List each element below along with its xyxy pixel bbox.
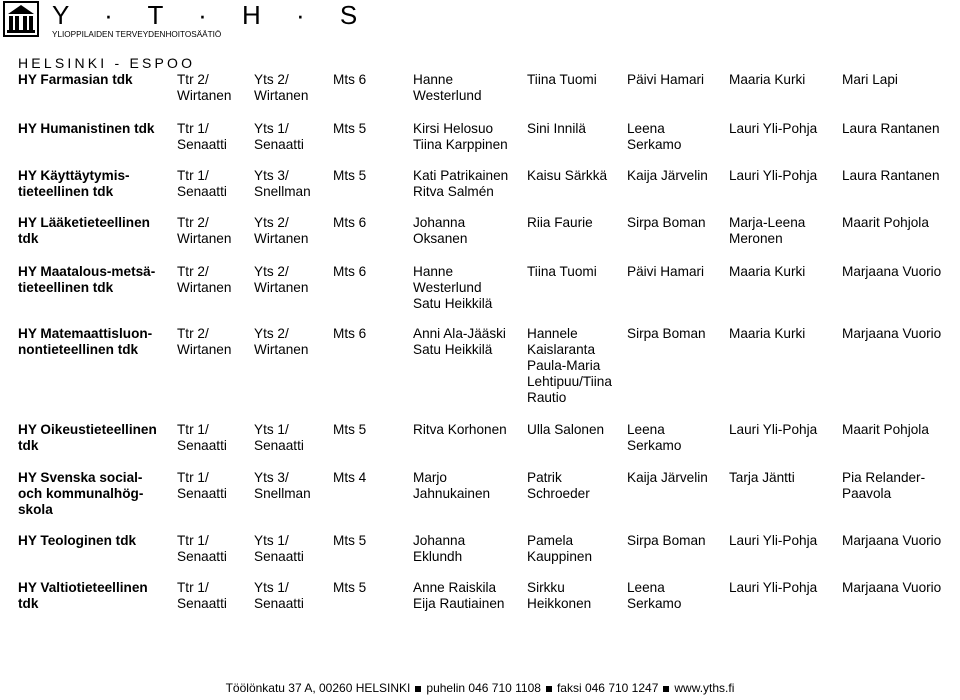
contact-cell: Leena Serkamo bbox=[627, 422, 682, 453]
yts-cell: Yts 1/ Senaatti bbox=[254, 121, 304, 152]
faculty-name: HY Matemaattisluon- nontieteellinen tdk bbox=[18, 326, 153, 357]
contact-cell: Tiina Tuomi bbox=[527, 264, 597, 279]
contact-cell: Päivi Hamari bbox=[627, 264, 705, 279]
contact-cell: Sirkku Heikkonen bbox=[527, 580, 592, 611]
yts-cell: Yts 1/ Senaatti bbox=[254, 422, 304, 453]
ttr-cell: Ttr 2/ Wirtanen bbox=[177, 264, 232, 295]
contact-cell: Laura Rantanen bbox=[842, 168, 940, 183]
contact-cell: Marjaana Vuorio bbox=[842, 264, 942, 279]
yts-cell: Yts 2/ Wirtanen bbox=[254, 215, 309, 246]
contact-cell: Laura Rantanen bbox=[842, 121, 940, 136]
contact-cell: Mari Lapi bbox=[842, 72, 898, 87]
contact-cell: Sini Innilä bbox=[527, 121, 586, 136]
faculty-name: HY Valtiotieteellinen tdk bbox=[18, 580, 148, 611]
contact-cell: Tiina Tuomi bbox=[527, 72, 597, 87]
yts-cell: Yts 3/ Snellman bbox=[254, 168, 311, 199]
contact-cell: Maarit Pohjola bbox=[842, 215, 929, 230]
contact-cell: Leena Serkamo bbox=[627, 121, 682, 152]
yths-logo-graphic bbox=[0, 0, 372, 40]
contact-cell: Tarja Jäntti bbox=[729, 470, 795, 485]
ttr-cell: Ttr 1/ Senaatti bbox=[177, 533, 227, 564]
mts-cell: Mts 6 bbox=[333, 326, 367, 341]
contact-cell: Maaria Kurki bbox=[729, 72, 806, 87]
nurse-cell: Anne Raiskila Eija Rautiainen bbox=[413, 580, 505, 611]
nurse-cell: Hanne Westerlund bbox=[413, 72, 482, 103]
mts-cell: Mts 5 bbox=[333, 422, 367, 437]
ttr-cell: Ttr 1/ Senaatti bbox=[177, 470, 227, 501]
contact-cell: Marjaana Vuorio bbox=[842, 533, 942, 548]
nurse-cell: Kirsi Helosuo Tiina Karppinen bbox=[413, 121, 508, 152]
yts-cell: Yts 2/ Wirtanen bbox=[254, 72, 309, 103]
nurse-cell: Anni Ala-Jääski Satu Heikkilä bbox=[413, 326, 506, 357]
yts-cell: Yts 1/ Senaatti bbox=[254, 533, 304, 564]
faculty-name: HY Lääketieteellinen tdk bbox=[18, 215, 150, 246]
ttr-cell: Ttr 2/ Wirtanen bbox=[177, 72, 232, 103]
ttr-cell: Ttr 2/ Wirtanen bbox=[177, 326, 232, 357]
footer-phone: puhelin 046 710 1108 bbox=[426, 681, 541, 695]
footer-fax: faksi 046 710 1247 bbox=[556, 681, 659, 695]
contact-cell: Lauri Yli-Pohja bbox=[729, 121, 818, 136]
ttr-cell: Ttr 1/ Senaatti bbox=[177, 580, 227, 611]
contact-cell: Kaija Järvelin bbox=[627, 470, 708, 485]
mts-cell: Mts 6 bbox=[333, 264, 367, 279]
contact-cell: Patrik Schroeder bbox=[527, 470, 590, 501]
mts-cell: Mts 5 bbox=[333, 533, 367, 548]
contact-cell: Leena Serkamo bbox=[627, 580, 682, 611]
svg-text:Y · T · H · S: Y · T · H · S bbox=[52, 0, 372, 30]
contact-cell: Lauri Yli-Pohja bbox=[729, 168, 818, 183]
ttr-cell: Ttr 1/ Senaatti bbox=[177, 422, 227, 453]
mts-cell: Mts 5 bbox=[333, 121, 367, 136]
nurse-cell: Marjo Jahnukainen bbox=[413, 470, 491, 501]
contact-cell: Ulla Salonen bbox=[527, 422, 605, 437]
contact-cell: Maarit Pohjola bbox=[842, 422, 929, 437]
contact-cell: Maaria Kurki bbox=[729, 264, 806, 279]
contact-cell: Pamela Kauppinen bbox=[527, 533, 593, 564]
contact-cell: Sirpa Boman bbox=[627, 215, 706, 230]
faculty-name: HY Käyttäytymis- tieteellinen tdk bbox=[18, 168, 130, 199]
nurse-cell: Kati Patrikainen Ritva Salmén bbox=[413, 168, 509, 199]
svg-text:YLIOPPILAIDEN TERVEYDENHOITOSÄ: YLIOPPILAIDEN TERVEYDENHOITOSÄÄTIÖ bbox=[52, 30, 222, 39]
nurse-cell: Ritva Korhonen bbox=[413, 422, 507, 437]
yths-logo bbox=[0, 0, 372, 40]
mts-cell: Mts 5 bbox=[333, 580, 367, 595]
bullet-icon bbox=[415, 686, 421, 692]
contact-cell: Pia Relander- Paavola bbox=[842, 470, 926, 501]
contact-cell: Riia Faurie bbox=[527, 215, 593, 230]
contact-cell: Lauri Yli-Pohja bbox=[729, 580, 818, 595]
mts-cell: Mts 6 bbox=[333, 215, 367, 230]
faculty-name: HY Svenska social- och kommunalhög- skola bbox=[18, 470, 144, 517]
contact-cell: Lauri Yli-Pohja bbox=[729, 533, 818, 548]
nurse-cell: Johanna Eklundh bbox=[413, 533, 466, 564]
footer bbox=[0, 681, 960, 695]
contact-cell: Päivi Hamari bbox=[627, 72, 705, 87]
footer-web[interactable]: www.yths.fi bbox=[674, 681, 735, 695]
nurse-cell: Hanne Westerlund Satu Heikkilä bbox=[413, 264, 493, 311]
faculty-name: HY Maatalous-metsä- tieteellinen tdk bbox=[18, 264, 156, 295]
contact-cell: Sirpa Boman bbox=[627, 326, 706, 341]
contact-cell: Kaisu Särkkä bbox=[527, 168, 608, 183]
yts-cell: Yts 2/ Wirtanen bbox=[254, 264, 309, 295]
contact-cell: Kaija Järvelin bbox=[627, 168, 708, 183]
contact-cell: Marja-Leena Meronen bbox=[729, 215, 806, 246]
footer-address: Töölönkatu 37 A, 00260 HELSINKI bbox=[225, 681, 411, 695]
mts-cell: Mts 6 bbox=[333, 72, 367, 87]
contact-cell: Marjaana Vuorio bbox=[842, 580, 942, 595]
ttr-cell: Ttr 2/ Wirtanen bbox=[177, 215, 232, 246]
yts-cell: Yts 1/ Senaatti bbox=[254, 580, 304, 611]
contact-cell: Lauri Yli-Pohja bbox=[729, 422, 818, 437]
contact-cell: Maaria Kurki bbox=[729, 326, 806, 341]
contact-cell: Hannele Kaislaranta Paula-Maria Lehtipuu/Tiina Rautio bbox=[527, 326, 612, 405]
city-heading: HELSINKI - ESPOO bbox=[18, 55, 196, 71]
faculty-name: HY Oikeustieteellinen tdk bbox=[18, 422, 157, 453]
yts-cell: Yts 3/ Snellman bbox=[254, 470, 311, 501]
yts-cell: Yts 2/ Wirtanen bbox=[254, 326, 309, 357]
faculty-name: HY Farmasian tdk bbox=[18, 72, 133, 87]
faculty-name: HY Humanistinen tdk bbox=[18, 121, 155, 136]
mts-cell: Mts 5 bbox=[333, 168, 367, 183]
mts-cell: Mts 4 bbox=[333, 470, 367, 485]
nurse-cell: Johanna Oksanen bbox=[413, 215, 468, 246]
contact-cell: Sirpa Boman bbox=[627, 533, 706, 548]
bullet-icon bbox=[546, 686, 552, 692]
ttr-cell: Ttr 1/ Senaatti bbox=[177, 168, 227, 199]
ttr-cell: Ttr 1/ Senaatti bbox=[177, 121, 227, 152]
bullet-icon bbox=[663, 686, 669, 692]
contact-cell: Marjaana Vuorio bbox=[842, 326, 942, 341]
faculty-name: HY Teologinen tdk bbox=[18, 533, 137, 548]
